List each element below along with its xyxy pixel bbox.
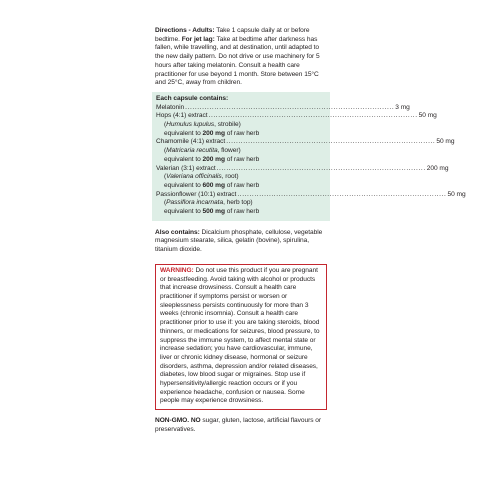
equiv-suffix: of raw herb [224, 181, 260, 189]
plant-part: , flower) [217, 147, 241, 155]
ingredient-amount: 200 mg [426, 164, 449, 172]
also-contains-text [155, 229, 327, 255]
label-panel [155, 27, 466, 441]
ingredient-equivalent [156, 156, 326, 165]
equiv-suffix: of raw herb [224, 155, 260, 163]
warning-box [155, 264, 327, 410]
also-contains-label: Also contains: [155, 228, 200, 236]
ingredient-source: (Valeriana officinalis, root) [164, 173, 239, 181]
equiv-amount: 200 mg [202, 155, 225, 163]
ingredient-row-chamomile [156, 138, 455, 147]
ingredient-name: Valerian (3:1) extract [156, 164, 216, 172]
dot-leader: ...................................................................................... [185, 103, 395, 111]
ingredient-name: Chamomile (4:1) extract [156, 138, 226, 146]
ingredient-row-valerian [156, 164, 449, 174]
ingredient-amount: 50 mg [447, 190, 466, 198]
ingredient-amount: 3 mg [395, 103, 410, 111]
equiv-amount: 200 mg [202, 129, 225, 137]
equiv-prefix: equivalent to [164, 208, 203, 216]
latin-name: Matricaria recutita [166, 147, 218, 155]
ingredient-source: (Matricaria recutita, flower) [164, 147, 241, 155]
ingredient-amount: 50 mg [436, 138, 455, 146]
equiv-prefix: equivalent to [164, 155, 203, 163]
latin-name: Valeriana officinalis [166, 173, 222, 181]
non-gmo-body: sugar, gluten, lactose, artificial flavours or preservatives. [155, 417, 322, 433]
dot-leader: ...................................................................................... [208, 112, 418, 120]
ingredients-title: Each capsule contains: [156, 94, 229, 102]
ingredient-row-hops [156, 112, 437, 121]
equiv-suffix: of raw herb [224, 208, 260, 216]
latin-name: Passiflora incarnata [166, 199, 224, 207]
ingredient-amount: 50 mg [418, 112, 437, 120]
ingredient-row-passionflower [156, 190, 466, 200]
ingredient-equivalent [156, 208, 326, 217]
directions-body-1: Take 1 capsule daily at or before bedtime. [155, 27, 310, 43]
non-gmo-text [155, 417, 327, 434]
ingredient-name: Melatonin [156, 103, 185, 111]
directions-body-2: Take at bedtime after darkness has fallen, while travelling, and at destination, until adapted to the new daily pattern. Do not drive or use machinery for 5 hours after taking melatonin. Consult a health care practitioner for use beyond 1 month. Store between 15°C and 25°C, away from children. [155, 35, 320, 87]
latin-name: Humulus lupulus [166, 121, 215, 129]
directions-label: Directions - Adults: [155, 27, 215, 34]
dot-leader: ...................................................................................... [216, 164, 426, 172]
warning-label: WARNING: [160, 266, 194, 274]
warning-body: Do not use this product if you are pregnant or breastfeeding. Avoid taking with alcohol or products that increase drowsiness. Consult a health care practitioner if symptoms persist or worsen or sleeplessness persists continuously for more than 3 weeks (chronic insomnia). Consult a health care practitioner prior to use if: you are taking steroids, blood thinners, or medications for seizures, blood pressure, to suppress the immune system, to affect mental state or increase sedation; you have cardiovascular, immune, liver or chronic kidney disease, hormonal or seizure disorders, asthma, depression and/or related diseases, diabetes, low blood sugar or migraines. Stop use if hypersensitivity/allergic reaction occurs or if you experience headache, confusion or nausea. Some people may experience drowsiness. [160, 266, 320, 405]
ingredient-source: (Humulus lupulus, strobile) [164, 121, 241, 129]
directions-text [155, 27, 327, 88]
ingredient-name: Hops (4:1) extract [156, 112, 208, 120]
ingredient-row-melatonin [156, 103, 410, 113]
ingredient-equivalent [156, 182, 326, 191]
ingredient-name: Passionflower (10:1) extract [156, 190, 237, 198]
ingredient-source: (Passiflora incarnata, herb top) [164, 199, 253, 207]
equiv-amount: 500 mg [202, 208, 225, 216]
also-contains-body: Dicalcium phosphate, cellulose, vegetable magnesium stearate, silica, gelatin (bovine), spirulina, titanium dioxide. [155, 228, 323, 254]
equiv-prefix: equivalent to [164, 181, 203, 189]
dot-leader: ...................................................................................... [237, 190, 447, 198]
plant-part: , strobile) [214, 121, 241, 129]
dot-leader: ...................................................................................... [226, 138, 436, 146]
equiv-amount: 600 mg [202, 181, 225, 189]
ingredients-panel [152, 92, 466, 221]
non-gmo-label: NON-GMO. NO [155, 417, 201, 425]
plant-part: , root) [221, 173, 239, 181]
equiv-prefix: equivalent to [164, 129, 203, 137]
plant-part: , herb top) [223, 199, 253, 207]
equiv-suffix: of raw herb [224, 129, 260, 137]
jetlag-label: For jet lag: [181, 35, 215, 43]
ingredient-equivalent [156, 130, 326, 139]
